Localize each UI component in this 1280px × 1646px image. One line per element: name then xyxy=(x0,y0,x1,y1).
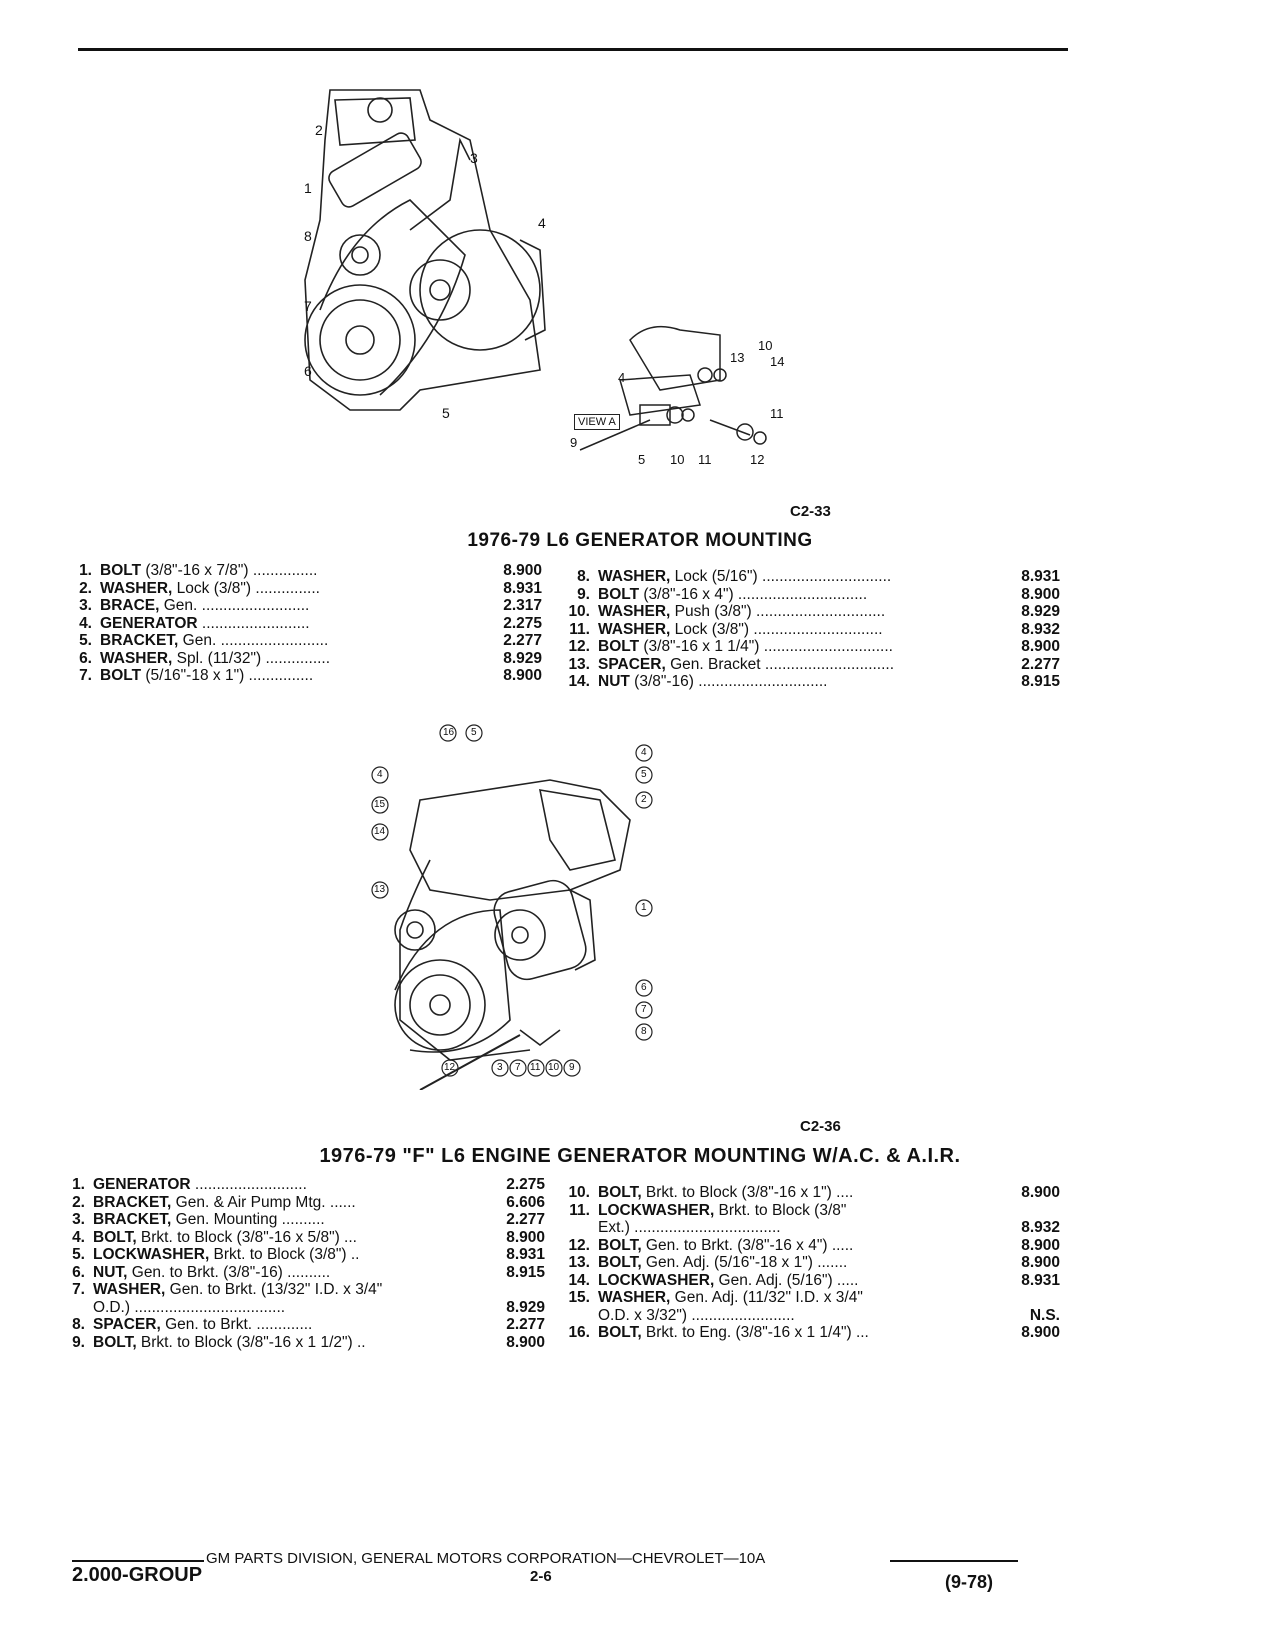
figure-1-code: C2-33 xyxy=(790,503,831,520)
table-row: 10. BOLT, Brkt. to Block (3/8"-16 x 1") .... 8.900 xyxy=(568,1184,1060,1201)
figure-2-callouts xyxy=(370,720,690,1100)
table-row: 12. BOLT (3/8"-16 x 1 1/4") .............................. 8.900 xyxy=(568,638,1060,655)
callout-9: 9 xyxy=(569,1062,575,1073)
footer-rule-left xyxy=(72,1560,204,1562)
table-1-left xyxy=(62,562,542,685)
callout-4-right: 4 xyxy=(641,747,647,758)
view-callout-13: 13 xyxy=(730,350,745,365)
callout-4: 4 xyxy=(538,215,546,231)
view-callout-14: 14 xyxy=(770,354,785,369)
table-row: 6. WASHER, Spl. (11/32") ............... 8.929 xyxy=(79,649,542,667)
table-row: 11. LOCKWASHER, Brkt. to Block (3/8" xyxy=(569,1201,847,1219)
footer-division: GM PARTS DIVISION, GENERAL MOTORS CORPORATION—CHEVROLET—10A xyxy=(206,1550,766,1567)
table-row: 1. BOLT (3/8"-16 x 7/8") ............... 8.900 xyxy=(79,562,542,579)
figure-1-title: 1976-79 L6 GENERATOR MOUNTING xyxy=(467,530,813,551)
table-row: 9. BOLT (3/8"-16 x 4") .............................. 8.900 xyxy=(577,585,1060,603)
table-row: 4. GENERATOR ......................... 2.275 xyxy=(79,614,542,632)
callout-2: 2 xyxy=(315,122,323,138)
table-row: 16. BOLT, Brkt. to Eng. (3/8"-16 x 1 1/4") ... 8.900 xyxy=(568,1324,1060,1341)
table-row: 14. NUT (3/8"-16) .............................. 8.915 xyxy=(568,673,1060,690)
footer-date: (9-78) xyxy=(945,1572,994,1592)
table-2-left xyxy=(55,1176,545,1351)
table-row: 8. SPACER, Gen. to Brkt. ............. 2.277 xyxy=(72,1316,545,1333)
figure-1-callouts xyxy=(290,80,590,425)
table-row: 13. SPACER, Gen. Bracket .............................. 2.277 xyxy=(568,655,1060,673)
table-row: 5. LOCKWASHER, Brkt. to Block (3/8") .. 8.931 xyxy=(72,1246,545,1263)
table-row: O.D. x 3/32") ........................ N.S. xyxy=(598,1306,1060,1324)
top-rule xyxy=(78,48,1068,51)
table-row: 7. BOLT (5/16"-18 x 1") ............... 8.900 xyxy=(79,667,542,684)
table-row: 6. NUT, Gen. to Brkt. (3/8"-16) .......... 8.915 xyxy=(72,1263,545,1281)
callout-12: 12 xyxy=(444,1062,456,1073)
footer-page-number: 2-6 xyxy=(530,1568,552,1585)
callout-7: 7 xyxy=(641,1004,647,1015)
table-row: Ext.) .................................. 8.932 xyxy=(598,1219,1060,1236)
table-row: 2. BRACKET, Gen. & Air Pump Mtg. ...... 6.606 xyxy=(72,1193,545,1211)
callout-1: 1 xyxy=(641,902,647,913)
view-callout-11a: 11 xyxy=(698,452,712,467)
table-2-right xyxy=(560,1184,1060,1342)
callout-15: 15 xyxy=(374,799,386,810)
callout-6: 6 xyxy=(641,982,647,993)
table-row: 14. LOCKWASHER, Gen. Adj. (5/16") ..... 8.931 xyxy=(568,1271,1060,1289)
callout-1: 1 xyxy=(304,180,312,196)
table-row: 9. BOLT, Brkt. to Block (3/8"-16 x 1 1/2") .. 8.900 xyxy=(72,1333,545,1351)
callout-5: 5 xyxy=(442,405,450,421)
footer-group: 2.000-GROUP xyxy=(72,1564,203,1586)
callout-4: 4 xyxy=(377,769,383,780)
callout-2: 2 xyxy=(641,794,647,805)
view-callout-5: 5 xyxy=(638,452,646,467)
table-row: 15. WASHER, Gen. Adj. (11/32" I.D. x 3/4" xyxy=(568,1289,863,1306)
view-callout-11b: 11 xyxy=(770,406,784,421)
footer-rule-right xyxy=(890,1560,1018,1562)
callout-11: 11 xyxy=(530,1062,541,1073)
table-row: 12. BOLT, Gen. to Brkt. (3/8"-16 x 4") ..... 8.900 xyxy=(568,1236,1060,1254)
figure-2-title: 1976-79 "F" L6 ENGINE GENERATOR MOUNTING W/A.C. & A.I.R. xyxy=(319,1145,961,1167)
callout-6: 6 xyxy=(304,363,312,379)
callout-7: 7 xyxy=(304,298,312,314)
table-row: 13. BOLT, Gen. Adj. (5/16"-18 x 1") ....... 8.900 xyxy=(568,1254,1060,1271)
callout-8: 8 xyxy=(641,1026,647,1037)
view-a-callouts xyxy=(570,320,800,470)
figure-2-code: C2-36 xyxy=(800,1118,841,1135)
table-row: 1. GENERATOR .......................... 2.275 xyxy=(72,1176,545,1193)
callout-5: 5 xyxy=(471,727,477,738)
view-callout-12: 12 xyxy=(750,452,765,467)
table-row: 8. WASHER, Lock (5/16") .............................. 8.931 xyxy=(577,568,1060,585)
view-callout-10a: 10 xyxy=(670,452,685,467)
table-row: 4. BOLT, Brkt. to Block (3/8"-16 x 5/8") ... 8.900 xyxy=(72,1228,545,1246)
callout-16: 16 xyxy=(443,727,455,738)
table-row: O.D.) ................................... 8.929 xyxy=(93,1298,545,1316)
callout-8: 8 xyxy=(304,228,312,244)
callout-14: 14 xyxy=(374,826,386,837)
view-a-label-box: VIEW A xyxy=(574,414,620,430)
callout-13: 13 xyxy=(374,884,386,895)
table-row: 2. WASHER, Lock (3/8") ............... 8.931 xyxy=(79,579,542,597)
callout-3: 3 xyxy=(470,150,478,166)
table-row: 7. WASHER, Gen. to Brkt. (13/32" I.D. x 3/4" xyxy=(72,1281,383,1298)
table-1-right xyxy=(560,568,1060,691)
table-row: 11. WASHER, Lock (3/8") .............................. 8.932 xyxy=(569,620,1060,638)
callout-7-bottom: 7 xyxy=(515,1062,521,1073)
table-row: 10. WASHER, Push (3/8") .............................. 8.929 xyxy=(568,603,1060,620)
view-callout-10b: 10 xyxy=(758,338,773,353)
callout-10: 10 xyxy=(548,1062,560,1073)
callout-5-right: 5 xyxy=(641,769,647,780)
view-callout-4: 4 xyxy=(618,370,626,385)
view-callout-9: 9 xyxy=(570,435,578,450)
table-row: 5. BRACKET, Gen. ......................... 2.277 xyxy=(79,632,542,649)
callout-3: 3 xyxy=(497,1062,503,1073)
table-row: 3. BRACKET, Gen. Mounting .......... 2.277 xyxy=(72,1211,545,1228)
table-row: 3. BRACE, Gen. ......................... 2.317 xyxy=(79,597,542,614)
